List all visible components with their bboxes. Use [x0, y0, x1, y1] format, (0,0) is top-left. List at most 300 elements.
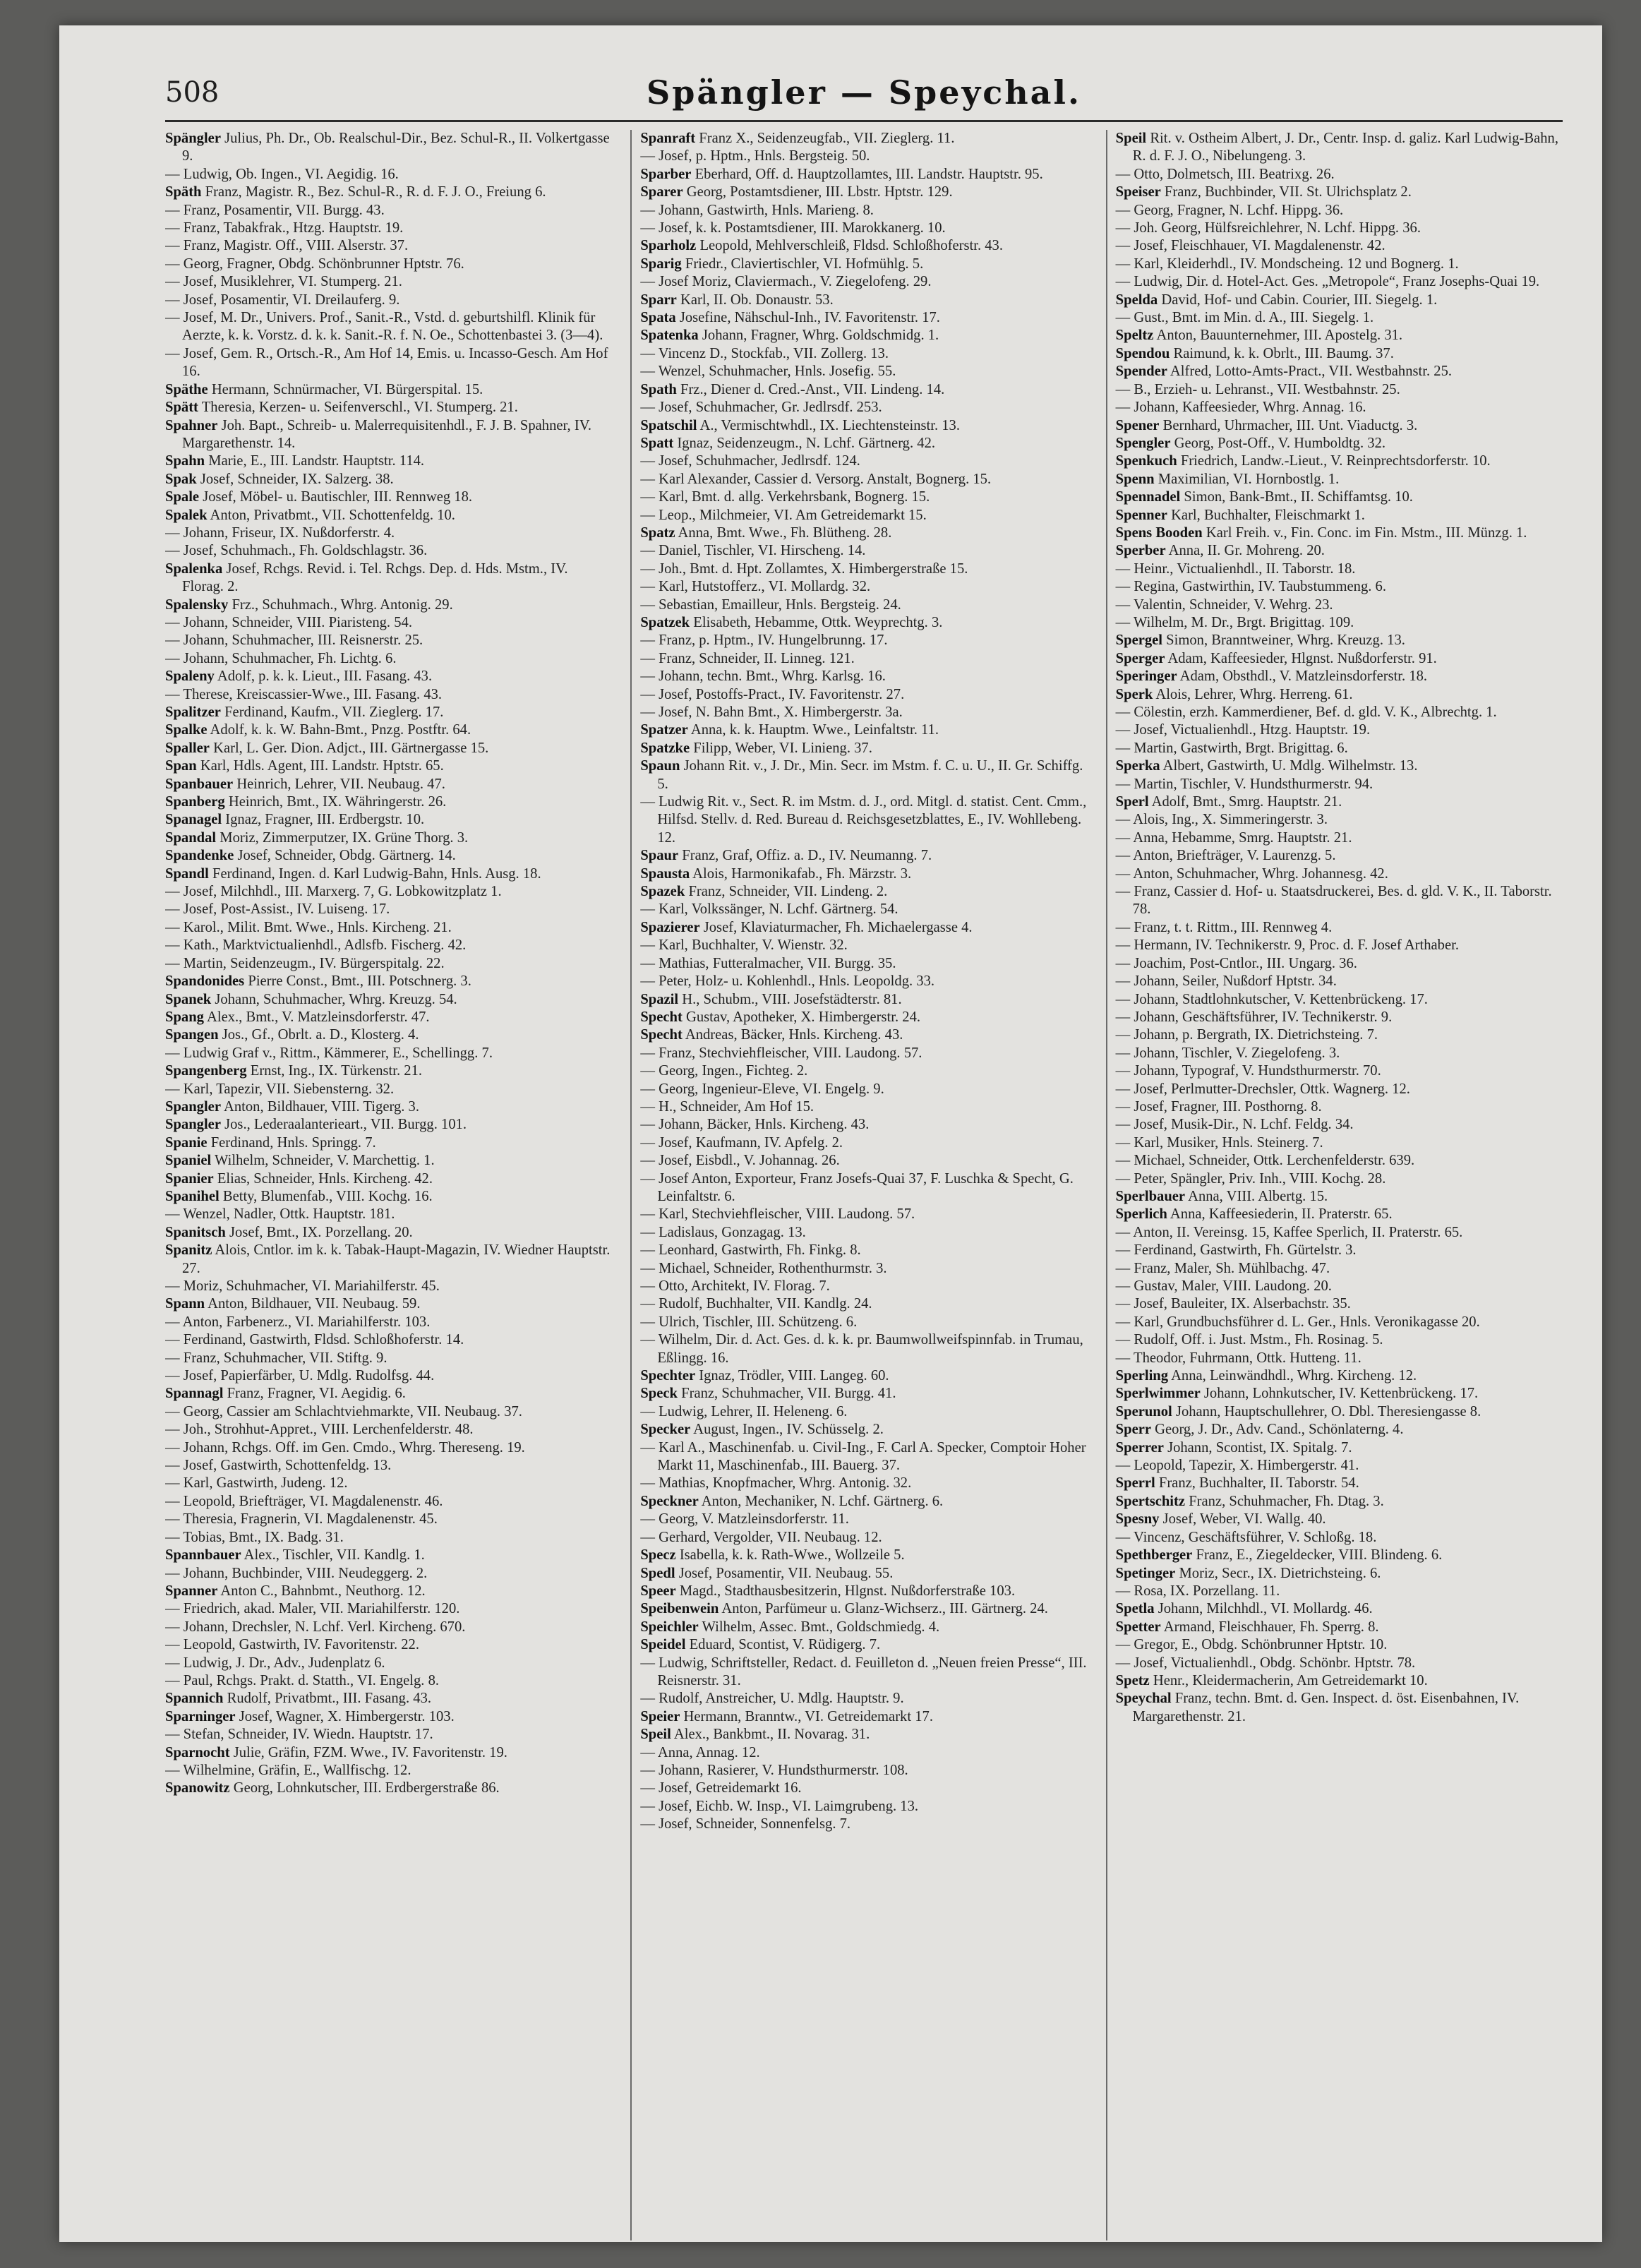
directory-entry [1116, 202, 1563, 220]
entry-details: Alfred, Lotto-Amts-Pract., VII. Westbahnstr. 25. [1170, 364, 1453, 380]
directory-entry [1116, 919, 1563, 937]
directory-entry [1116, 1062, 1563, 1080]
directory-entry [165, 1600, 612, 1618]
directory-entry [640, 1385, 1087, 1403]
entry-details: — Johann, Drechsler, N. Lchf. Verl. Kircheng. 670. [165, 1619, 466, 1635]
directory-entry [1116, 327, 1563, 344]
directory-entry [640, 919, 1087, 937]
entry-surname: Spener [1115, 417, 1160, 433]
directory-entry [165, 847, 612, 865]
directory-entry [165, 721, 612, 739]
entry-details: Anton, Mechaniker, N. Lchf. Gärtnerg. 6. [701, 1493, 944, 1509]
directory-entry [640, 130, 1087, 148]
directory-entry [1116, 1026, 1563, 1044]
entry-details: Anton, Parfümeur u. Glanz-Wichserz., III. Gärtnerg. 24. [721, 1601, 1048, 1617]
directory-entry [640, 596, 1087, 614]
entry-surname: Spang [165, 1009, 204, 1025]
entry-details: — Franz, Stechviehfleischer, VIII. Laudong. 57. [640, 1045, 922, 1061]
directory-entry [165, 220, 612, 237]
entry-surname: Spazek [640, 884, 685, 900]
directory-entry [1116, 650, 1563, 668]
entry-details: — Georg, Fragner, N. Lchf. Hippg. 36. [1115, 202, 1344, 218]
entry-surname: Spanihel [165, 1188, 220, 1204]
directory-entry [640, 740, 1087, 757]
directory-entry [1116, 1170, 1563, 1188]
entry-surname: Sparninger [165, 1708, 236, 1724]
directory-entry [1116, 1278, 1563, 1295]
entry-details: — Anton, Schuhmacher, Whrg. Johannesg. 42. [1115, 865, 1388, 882]
entry-surname: Spata [640, 310, 676, 326]
entry-details: Anna, Kaffeesiederin, II. Praterstr. 65. [1170, 1206, 1393, 1223]
entry-details: Alois, Harmonikafab., Fh. Märzstr. 3. [692, 865, 912, 882]
directory-entry [165, 1152, 612, 1170]
entry-surname: Specker [640, 1422, 691, 1438]
directory-entry [165, 1081, 612, 1098]
entry-surname: Spatz [640, 524, 675, 541]
directory-entry [165, 1026, 612, 1044]
entry-surname: Spahner [165, 417, 218, 433]
directory-entry [165, 811, 612, 829]
entry-details: — Ludwig, Ob. Ingen., VI. Aegidig. 16. [165, 166, 399, 182]
entry-surname: Spausta [640, 865, 690, 882]
entry-details: — Franz, Cassier d. Hof- u. Staatsdruckerei, Bes. d. gld. V. K., II. Taborstr. 78. [1115, 884, 1552, 918]
entry-surname: Spannagl [165, 1386, 224, 1402]
entry-details: Leopold, Mehlverschleiß, Fldsd. Schloßhoferstr. 43. [699, 238, 1004, 254]
entry-details: Hermann, Schnürmacher, VI. Bürgerspital. 15. [211, 381, 483, 397]
entry-surname: Spandenke [165, 848, 234, 864]
entry-details: — Josef Anton, Exporteur, Franz Josefs-Quai 37, F. Luschka & Specht, G. Leinfaltstr. 6. [640, 1170, 1074, 1204]
directory-entry [1116, 632, 1563, 649]
directory-entry [1116, 1475, 1563, 1492]
entry-details: David, Hof- und Cabin. Courier, III. Siegelg. 1. [1161, 292, 1438, 308]
entry-details: — Karl, Stechviehfleischer, VIII. Laudong. 57. [640, 1206, 915, 1223]
directory-entry [1116, 1565, 1563, 1583]
directory-entry [165, 955, 612, 973]
entry-details: — Franz, p. Hptm., IV. Hungelbrunng. 17. [640, 632, 888, 649]
entry-details: — Georg, Fragner, Obdg. Schönbrunner Hptstr. 76. [165, 256, 464, 272]
entry-surname: Spaur [640, 848, 679, 864]
entry-surname: Spalensky [165, 596, 229, 613]
directory-entry [1116, 166, 1563, 184]
entry-details: — Vincenz D., Stockfab., VII. Zollerg. 13. [640, 345, 889, 361]
entry-details: Jos., Lederaalanterieart., VII. Burgg. 101. [224, 1117, 467, 1133]
directory-entry [165, 1206, 612, 1223]
directory-entry [640, 1295, 1087, 1313]
entry-details: Franz, Buchhalter, II. Taborstr. 54. [1158, 1475, 1359, 1492]
entry-details: — Johann, Seiler, Nußdorf Hptstr. 34. [1115, 973, 1337, 990]
directory-entry [165, 1726, 612, 1744]
entry-details: — Ulrich, Tischler, III. Schützeng. 6. [640, 1314, 858, 1330]
directory-entry [1116, 686, 1563, 704]
directory-entry [165, 668, 612, 685]
entry-surname: Spanowitz [165, 1780, 230, 1796]
directory-entry [165, 273, 612, 291]
directory-entry [1116, 417, 1563, 435]
page-header [165, 71, 1563, 120]
directory-entry [1116, 829, 1563, 847]
entry-details: Raimund, k. k. Obrlt., III. Baumg. 37. [1173, 345, 1394, 361]
directory-entry [1116, 955, 1563, 973]
directory-entry [640, 1134, 1087, 1152]
entry-surname: Spängler [165, 131, 221, 146]
directory-entry [1116, 757, 1563, 775]
directory-entry [1116, 1188, 1563, 1206]
directory-entry [640, 1152, 1087, 1170]
entry-surname: Späthe [165, 381, 208, 397]
entry-details: — Leopold, Tapezir, X. Himbergerstr. 41. [1115, 1458, 1359, 1474]
entry-details: — Rosa, IX. Porzellang. 11. [1115, 1583, 1280, 1599]
entry-details: Filipp, Weber, VI. Linieng. 37. [693, 740, 872, 756]
entry-details: Julius, Ph. Dr., Ob. Realschul-Dir., Bez. Schul-R., II. Volkertgasse 9. [182, 131, 610, 164]
entry-details: — Joh. Georg, Hülfsreichlehrer, N. Lchf. Hippg. 36. [1115, 220, 1421, 236]
entry-surname: Spalek [165, 507, 208, 523]
entry-details: Josef, Posamentir, VII. Neubaug. 55. [678, 1565, 894, 1581]
directory-entry [640, 1224, 1087, 1242]
entry-details: — Leop., Milchmeier, VI. Am Getreidemarkt 15. [640, 507, 927, 523]
directory-entry [1116, 1511, 1563, 1528]
directory-entry [165, 1421, 612, 1439]
directory-entry [1116, 399, 1563, 416]
entry-surname: Span [165, 758, 197, 774]
page-number: 508 [165, 76, 220, 109]
entry-details: Heinrich, Lehrer, VII. Neubaug. 47. [236, 776, 445, 792]
entry-details: Moriz, Secr., IX. Dietrichsteing. 6. [1179, 1565, 1381, 1581]
directory-entry [165, 309, 612, 345]
entry-details: — Karol., Milit. Bmt. Wwe., Hnls. Kircheng. 21. [165, 919, 452, 935]
directory-entry [165, 1493, 612, 1511]
directory-entry [165, 1636, 612, 1654]
entry-details: — Karl, Volkssänger, N. Lchf. Gärtnerg. 54. [640, 901, 898, 918]
directory-entry [165, 1511, 612, 1528]
directory-entry [165, 596, 612, 614]
entry-surname: Sparr [640, 292, 677, 308]
entry-details: Anton, Bauunternehmer, III. Apostelg. 31. [1156, 328, 1403, 344]
entry-details: — Josef, Schuhmacher, Gr. Jedlrsdf. 253. [640, 400, 882, 416]
entry-details: — Ferdinand, Gastwirth, Fldsd. Schloßhoferstr. 14. [165, 1332, 464, 1348]
directory-entry [165, 256, 612, 273]
directory-entry [640, 1421, 1087, 1439]
entry-details: Magd., Stadthausbesitzerin, Hlgnst. Nußdorferstraße 103. [679, 1583, 1016, 1599]
directory-entry [165, 524, 612, 542]
entry-details: Adam, Kaffeesieder, Hlgnst. Nußdorferstr. 91. [1167, 650, 1437, 666]
directory-entry [1116, 435, 1563, 452]
entry-details: — Sebastian, Emailleur, Hnls. Bergsteig. 24. [640, 596, 901, 613]
entry-details: — Josef, Kaufmann, IV. Apfelg. 2. [640, 1134, 843, 1151]
entry-surname: Sperlwimmer [1115, 1386, 1201, 1402]
entry-surname: Spedl [640, 1565, 675, 1581]
directory-entry [1116, 847, 1563, 865]
entry-details: — Martin, Tischler, V. Hundsthurmerstr. 94. [1115, 776, 1373, 792]
entry-details: — Wilhelm, M. Dr., Brgt. Brigittag. 109. [1115, 614, 1354, 630]
entry-details: — Franz, t. t. Rittm., III. Rennweg 4. [1115, 919, 1333, 935]
entry-surname: Specht [640, 1027, 683, 1043]
directory-entry [1116, 1295, 1563, 1313]
entry-surname: Spazierer [640, 919, 700, 935]
entry-surname: Sparnocht [165, 1744, 230, 1760]
entry-surname: Spanitsch [165, 1224, 226, 1240]
directory-entry [640, 1116, 1087, 1134]
entry-surname: Spetla [1115, 1601, 1155, 1617]
entry-surname: Spenn [1115, 471, 1155, 487]
entry-surname: Spanitz [165, 1242, 212, 1259]
entry-details: Betty, Blumenfab., VIII. Kochg. 16. [222, 1188, 433, 1204]
directory-entry [165, 166, 612, 184]
entry-details: — Ludwig, Lehrer, II. Heleneng. 6. [640, 1403, 848, 1420]
entry-details: — Mathias, Knopfmacher, Whrg. Antonig. 32. [640, 1475, 912, 1492]
entry-surname: Spaller [165, 740, 210, 756]
directory-entry [640, 1331, 1087, 1367]
directory-entry [640, 1583, 1087, 1600]
entry-details: — Johann, Schuhmacher, Fh. Lichtg. 6. [165, 650, 397, 666]
directory-entry [165, 1708, 612, 1726]
directory-entry [1116, 507, 1563, 524]
directory-entry [1116, 614, 1563, 632]
entry-details: — Georg, Ingen., Fichteg. 2. [640, 1063, 808, 1079]
entry-details: — Johann, p. Bergrath, IX. Dietrichsteing. 7. [1115, 1027, 1378, 1043]
entry-surname: Speier [640, 1708, 680, 1724]
directory-entry [640, 1098, 1087, 1116]
directory-entry [1116, 381, 1563, 399]
entry-surname: Spaleny [165, 668, 215, 685]
entry-details: — Karl, Tapezir, VII. Siebensterng. 32. [165, 1081, 395, 1097]
entry-details: — Martin, Seidenzeugm., IV. Bürgerspitalg. 22. [165, 955, 445, 971]
entry-surname: Spandl [165, 865, 209, 882]
entry-details: — Franz, Maler, Sh. Mühlbachg. 47. [1115, 1260, 1330, 1276]
entry-details: — Josef, Post-Assist., IV. Luiseng. 17. [165, 901, 390, 918]
entry-details: — Regina, Gastwirthin, IV. Taubstummeng. 6. [1115, 579, 1386, 595]
entry-details: — Rudolf, Off. i. Just. Mstm., Fh. Rosinag. 5. [1115, 1332, 1383, 1348]
entry-details: — Wenzel, Nadler, Ottk. Hauptstr. 181. [165, 1206, 395, 1223]
entry-details: Ernst, Ing., IX. Türkenstr. 21. [250, 1063, 423, 1079]
directory-entry [640, 991, 1087, 1009]
directory-entry [1116, 1385, 1563, 1403]
directory-entry [640, 650, 1087, 668]
directory-entry [165, 1170, 612, 1188]
entry-details: Ferdinand, Kaufm., VII. Zieglerg. 17. [224, 704, 444, 720]
entry-details: — Johann, Rchgs. Off. im Gen. Cmdo., Whrg. Thereseng. 19. [165, 1439, 525, 1456]
entry-details: Karl, Hdls. Agent, III. Landstr. Hptstr. 65. [200, 758, 444, 774]
entry-details: — Josef, Perlmutter-Drechsler, Ottk. Wagnerg. 12. [1115, 1081, 1410, 1097]
directory-entry [1116, 668, 1563, 685]
entry-surname: Spale [165, 489, 200, 505]
directory-entry [165, 973, 612, 990]
directory-entry [165, 901, 612, 918]
directory-entry [1116, 704, 1563, 721]
entry-details: Anna, Bmt. Wwe., Fh. Blütheng. 28. [678, 524, 892, 541]
directory-entry [1116, 524, 1563, 542]
entry-details: Ignaz, Seidenzeugm., N. Lchf. Gärtnerg. 42. [677, 435, 936, 451]
entry-details: Johann, Fragner, Whrg. Goldschmidg. 1. [702, 328, 939, 344]
directory-entry [1116, 1350, 1563, 1367]
directory-entry [640, 292, 1087, 309]
entry-details: Andreas, Bäcker, Hnls. Kircheng. 43. [685, 1027, 903, 1043]
entry-surname: Späth [165, 184, 202, 200]
entry-surname: Speibenwein [640, 1601, 719, 1617]
entry-details: — Hermann, IV. Technikerstr. 9, Proc. d. F. Josef Arthaber. [1115, 937, 1459, 954]
entry-details: — Franz, Posamentir, VII. Burgg. 43. [165, 202, 385, 218]
directory-entry [1116, 1600, 1563, 1618]
directory-entry [640, 1493, 1087, 1511]
directory-entry [165, 202, 612, 220]
directory-entry [165, 1045, 612, 1062]
entry-surname: Spätt [165, 400, 198, 416]
directory-entry [640, 237, 1087, 255]
entry-surname: Sperl [1115, 794, 1149, 810]
entry-details: Gustav, Apotheker, X. Himbergerstr. 24. [685, 1009, 921, 1025]
entry-details: Johann Rit. v., J. Dr., Min. Secr. im Mstm. f. C. u. U., II. Gr. Schiffg. 5. [657, 758, 1083, 792]
entry-details: — Franz, Schneider, II. Linneg. 121. [640, 650, 855, 666]
entry-details: — Johann, Tischler, V. Ziegelofeng. 3. [1115, 1045, 1340, 1061]
directory-entry [165, 471, 612, 488]
entry-details: — Gustav, Maler, VIII. Laudong. 20. [1115, 1278, 1332, 1294]
directory-entry [1116, 256, 1563, 273]
directory-entry [165, 1655, 612, 1672]
entry-details: Karl Freih. v., Fin. Conc. im Fin. Mstm., III. Münzg. 1. [1206, 524, 1527, 541]
entry-details: — Joachim, Post-Cntlor., III. Ungarg. 36. [1115, 955, 1357, 971]
entry-details: — Johann, Buchbinder, VIII. Neudeggerg. 2. [165, 1565, 428, 1581]
entry-details: Georg, Lohnkutscher, III. Erdbergerstraße 86. [233, 1780, 500, 1796]
entry-details: Rit. v. Ostheim Albert, J. Dr., Centr. Insp. d. galiz. Karl Ludwig-Bahn, R. d. F. J. O., Nibelungeng. 3. [1132, 131, 1558, 164]
directory-entry [640, 1565, 1087, 1583]
directory-entry [1116, 793, 1563, 811]
entry-details: Georg, Postamtsdiener, III. Lbstr. Hptstr. 129. [686, 184, 953, 200]
entry-surname: Spatt [640, 435, 674, 451]
entry-details: — Otto, Architekt, IV. Florag. 7. [640, 1278, 830, 1294]
entry-details: Adolf, p. k. k. Lieut., III. Fasang. 43. [217, 668, 433, 685]
entry-details: Henr., Kleidermacherin, Am Getreidemarkt 10. [1153, 1672, 1428, 1688]
directory-entry [165, 130, 612, 166]
entry-details: — Wilhelmine, Gräfin, E., Wallfischg. 12. [165, 1762, 411, 1778]
entry-surname: Sperling [1115, 1368, 1169, 1384]
directory-entry [1116, 1134, 1563, 1152]
entry-surname: Spangen [165, 1027, 219, 1043]
directory-entry [640, 256, 1087, 273]
directory-entry [640, 148, 1087, 165]
entry-surname: Spengler [1115, 435, 1171, 451]
directory-entry [1116, 345, 1563, 363]
entry-details: Anton, Privatbmt., VII. Schottenfeldg. 10. [210, 507, 455, 523]
entry-surname: Speiser [1115, 184, 1161, 200]
entry-details: Wilhelm, Assec. Bmt., Goldschmiedg. 4. [702, 1619, 940, 1635]
entry-details: Franz, Buchbinder, VII. St. Ulrichsplatz 2. [1164, 184, 1412, 200]
entry-details: — Josef, p. Hptm., Hnls. Bergsteig. 50. [640, 148, 870, 164]
directory-entry [165, 1278, 612, 1295]
entry-surname: Speychal [1115, 1691, 1172, 1707]
directory-entry [640, 273, 1087, 291]
directory-entry [640, 1690, 1087, 1708]
entry-details: — Joh., Bmt. d. Hpt. Zollamtes, X. Himbergerstraße 15. [640, 560, 968, 577]
directory-entry [1116, 1116, 1563, 1134]
entry-details: Eduard, Scontist, V. Rüdigerg. 7. [689, 1637, 881, 1653]
entry-surname: Speltz [1115, 328, 1154, 344]
directory-entry [1116, 1421, 1563, 1439]
directory-entry [640, 793, 1087, 847]
entry-details: — Karl, Buchhalter, V. Wienstr. 32. [640, 937, 848, 954]
directory-entry [1116, 973, 1563, 990]
entry-details: — Theresia, Fragnerin, VI. Magdalenenstr. 45. [165, 1511, 438, 1528]
directory-entry [1116, 452, 1563, 470]
directory-entry [640, 417, 1087, 435]
directory-entry [165, 1009, 612, 1026]
directory-entry [640, 757, 1087, 793]
entry-details: — Josef, Postoffs-Pract., IV. Favoritenstr. 27. [640, 686, 905, 702]
directory-entry [640, 1529, 1087, 1547]
entry-surname: Spanbauer [165, 776, 234, 792]
entry-details: Georg, Post-Off., V. Humboldtg. 32. [1174, 435, 1386, 451]
entry-details: — Johann, Schuhmacher, III. Reisnerstr. 25. [165, 632, 423, 649]
entry-details: — Stefan, Schneider, IV. Wiedn. Hauptstr. 17. [165, 1727, 433, 1743]
entry-details: Friedrich, Landw.-Lieut., V. Reinprechtsdorferstr. 10. [1180, 453, 1491, 469]
entry-surname: Sperber [1115, 543, 1166, 559]
entry-surname: Speidel [640, 1637, 686, 1653]
entry-details: — Cölestin, erzh. Kammerdiener, Bef. d. gld. V. K., Albrechtg. 1. [1115, 704, 1497, 720]
entry-details: — Michael, Schneider, Rothenthurmstr. 3. [640, 1260, 887, 1276]
entry-details: — Therese, Kreiscassier-Wwe., III. Fasang. 43. [165, 686, 443, 702]
entry-surname: Spangler [165, 1117, 221, 1133]
directory-entry [640, 668, 1087, 685]
directory-entry [1116, 776, 1563, 793]
directory-entry [1116, 560, 1563, 578]
entry-details: — Karl, Bmt. d. allg. Verkehrsbank, Bognerg. 15. [640, 489, 930, 505]
directory-entry [640, 1600, 1087, 1618]
entry-surname: Sperrl [1115, 1475, 1155, 1492]
directory-entry [1116, 740, 1563, 757]
directory-entry [1116, 883, 1563, 919]
entry-details: — Peter, Spängler, Priv. Inh., VIII. Kochg. 28. [1115, 1170, 1386, 1187]
entry-details: — Kath., Marktvictualienhdl., Adlsfb. Fischerg. 42. [165, 937, 467, 954]
directory-entry [1116, 1547, 1563, 1564]
directory-entry [1116, 1636, 1563, 1654]
entry-surname: Sperrer [1115, 1439, 1164, 1456]
entry-details: Hermann, Branntw., VI. Getreidemarkt 17. [683, 1708, 933, 1724]
entry-details: Josef, Wagner, X. Himbergerstr. 103. [239, 1708, 455, 1724]
directory-entry [165, 1331, 612, 1349]
entry-details: — Josef, Victualienhdl., Obdg. Schönbr. Hptstr. 78. [1115, 1655, 1416, 1671]
directory-entry [165, 452, 612, 470]
directory-entry [1116, 488, 1563, 506]
entry-details: Josefine, Nähschul-Inh., IV. Favoritenstr. 17. [679, 310, 940, 326]
entry-details: — Johann, Schneider, VIII. Piaristeng. 54. [165, 614, 412, 630]
entry-details: Rudolf, Privatbmt., III. Fasang. 43. [227, 1691, 432, 1707]
directory-entry [640, 435, 1087, 452]
entry-surname: Spanagel [165, 812, 222, 828]
entry-details: — Josef, Victualienhdl., Htzg. Hauptstr. 19. [1115, 722, 1371, 738]
entry-surname: Sparber [640, 166, 692, 182]
directory-entry [640, 507, 1087, 524]
directory-entry [1116, 1045, 1563, 1062]
entry-surname: Sperlich [1115, 1206, 1167, 1223]
entry-surname: Spatschil [640, 417, 697, 433]
directory-entry [165, 740, 612, 757]
directory-entry [640, 973, 1087, 990]
entry-surname: Spangler [165, 1098, 221, 1115]
entry-details: Heinrich, Bmt., IX. Währingerstr. 26. [228, 794, 447, 810]
directory-entry [640, 1475, 1087, 1492]
entry-details: — Anna, Annag. 12. [640, 1744, 760, 1760]
directory-entry [1116, 1009, 1563, 1026]
directory-entry [165, 1224, 612, 1242]
directory-entry [165, 919, 612, 937]
directory-entry [165, 1314, 612, 1331]
directory-entry [640, 452, 1087, 470]
directory-entry [640, 1403, 1087, 1421]
entry-details: Franz, Fragner, VI. Aegidig. 6. [227, 1386, 406, 1402]
entry-details: Franz, Magistr. R., Bez. Schul-R., R. d. F. J. O., Freiung 6. [205, 184, 546, 200]
entry-details: — Johann, Typograf, V. Hundsthurmerstr. 70. [1115, 1063, 1381, 1079]
entry-details: — Anton, Briefträger, V. Laurenzg. 5. [1115, 848, 1336, 864]
directory-entry [640, 1260, 1087, 1278]
entry-details: Elisabeth, Hebamme, Ottk. Weyprechtg. 3. [693, 614, 943, 630]
